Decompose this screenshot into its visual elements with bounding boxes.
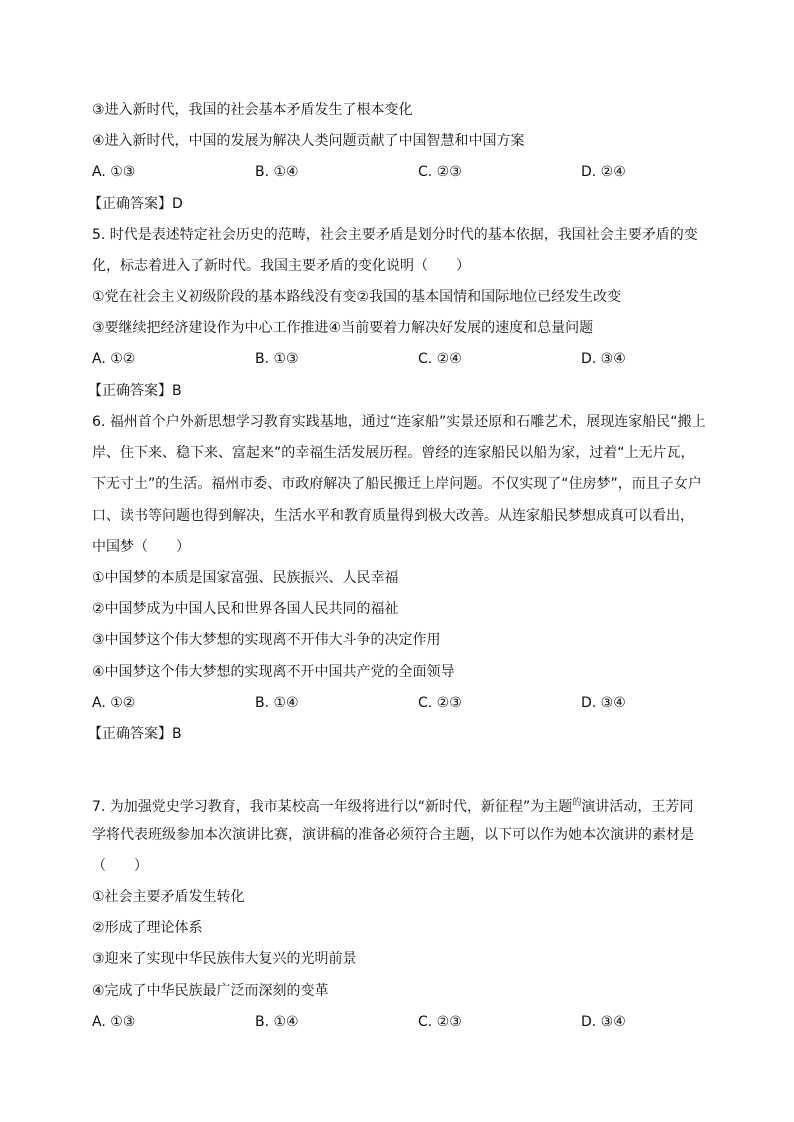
q4-option-b: B. ①④ (255, 164, 299, 180)
q6-stem-line-4: 口、读书等问题也得到解决，生活水平和教育质量得到极大改善。从连家船民梦想成真可以看出， (92, 508, 694, 524)
q4-option-a: A. ①③ (92, 164, 136, 180)
q5-option-d: D. ③④ (581, 351, 626, 367)
q4-options (92, 161, 742, 183)
q7-item-4: ④完成了中华民族最广泛而深刻的变革 (92, 983, 329, 999)
q7-option-d: D. ③④ (581, 1014, 626, 1030)
q6-options (92, 692, 742, 714)
q5-answer: 【正确答案】B (88, 383, 182, 399)
q7-item-3: ③迎来了实现中华民族伟大复兴的光明前景 (92, 951, 357, 967)
q6-item-3: ③中国梦这个伟大梦想的实现离不开伟大斗争的决定作用 (92, 632, 441, 648)
q6-stem-line-5: 中国梦（ ） (92, 539, 190, 555)
q5-stem-line-2: 化，标志着进入了新时代。我国主要矛盾的变化说明（ ） (92, 258, 470, 274)
q5-option-c: C. ②④ (418, 351, 462, 367)
q6-item-1: ①中国梦的本质是国家富强、民族振兴、人民幸福 (92, 570, 399, 586)
q7-option-b: B. ①④ (255, 1014, 299, 1030)
q7-stem-line-1 (92, 792, 734, 814)
q6-stem-line-1: 6. 福州首个户外新思想学习教育实践基地，通过“连家船”实景还原和石雕艺术，展现连家船民“搬上 (92, 414, 706, 430)
q6-option-a: A. ①② (92, 695, 136, 711)
q5-items-line-1: ①党在社会主义初级阶段的基本路线没有变②我国的基本国情和国际地位已经发生改变 (92, 289, 622, 305)
q6-option-b: B. ①④ (255, 695, 299, 711)
q4-item-4: ④进入新时代，中国的发展为解决人类问题贡献了中国智慧和中国方案 (92, 133, 525, 149)
q5-options (92, 348, 742, 370)
q4-option-d: D. ②④ (581, 164, 626, 180)
q7-stem-line-3: （ ） (92, 858, 148, 874)
q4-item-3: ③进入新时代，我国的社会基本矛盾发生了根本变化 (92, 102, 413, 118)
q5-option-b: B. ①③ (255, 351, 299, 367)
q7-option-a: A. ①③ (92, 1014, 136, 1030)
q6-item-4: ④中国梦这个伟大梦想的实现离不开中国共产党的全面领导 (92, 664, 455, 680)
q4-option-c: C. ②③ (418, 164, 462, 180)
q6-answer: 【正确答案】B (88, 726, 182, 742)
q7-stem-line-2: 学将代表班级参加本次演讲比赛，演讲稿的准备必须符合主题，以下可以作为她本次演讲的素材是 (92, 827, 694, 843)
q4-answer: 【正确答案】D (88, 196, 183, 212)
q6-stem-line-3: 下无寸土”的生活。福州市委、市政府解决了船民搬迁上岸问题。不仅实现了“住房梦”，而且子女户 (92, 476, 702, 492)
q7-item-2: ②形成了理论体系 (92, 920, 203, 936)
q5-option-a: A. ①② (92, 351, 136, 367)
q5-stem-line-1: 5. 时代是表述特定社会历史的范畴，社会主要矛盾是划分时代的基本依据，我国社会主要矛盾的变 (92, 227, 698, 243)
q5-items-line-2: ③要继续把经济建设作为中心工作推进④当前要着力解决好发展的速度和总量问题 (92, 320, 594, 336)
q7-item-1: ①社会主要矛盾发生转化 (92, 889, 245, 905)
q6-option-d: D. ③④ (581, 695, 626, 711)
q7-stem-superscript: 的 (572, 798, 582, 808)
q6-stem-line-2: 岸、住下来、稳下来、富起来”的幸福生活发展历程。曾经的连家船民以船为家，过着“上无片瓦， (92, 445, 695, 461)
q6-item-2: ②中国梦成为中国人民和世界各国人民共同的福祉 (92, 601, 399, 617)
q7-option-c: C. ②③ (418, 1014, 462, 1030)
q6-option-c: C. ②③ (418, 695, 462, 711)
q7-options (92, 1011, 742, 1033)
q7-stem-part-a: 7. 为加强党史学习教育，我市某校高一年级将进行以“新时代，新征程”为主题 (92, 799, 573, 814)
q7-stem-part-b: 演讲活动，王芳同 (581, 799, 694, 814)
